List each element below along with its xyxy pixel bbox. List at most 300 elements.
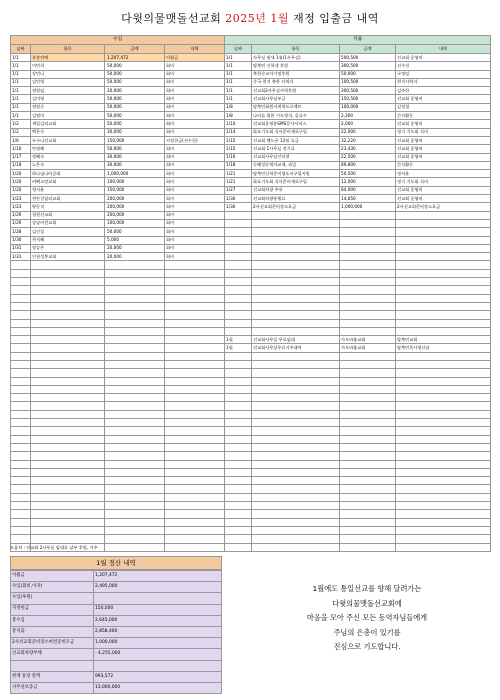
income-cell: 정원순 xyxy=(31,103,105,111)
table-row xyxy=(11,336,491,344)
income-cell: 회비 xyxy=(165,87,225,95)
expense-cell xyxy=(396,294,491,302)
income-cell xyxy=(31,352,105,360)
expense-column-header: 항목 xyxy=(252,45,340,54)
income-cell xyxy=(11,261,31,269)
expense-cell xyxy=(340,253,396,261)
income-cell: 1/1 xyxy=(11,54,31,62)
table-row xyxy=(11,170,491,178)
expense-cell xyxy=(252,219,340,227)
summary-row xyxy=(11,571,222,582)
expense-cell xyxy=(252,244,340,252)
expense-cell: 1/16 xyxy=(225,153,252,161)
expense-cell: 선교회2사무실사역후원 xyxy=(252,87,340,95)
expense-cell xyxy=(225,477,252,485)
income-cell: 1/28 xyxy=(11,228,31,236)
income-cell xyxy=(165,377,225,385)
expense-cell xyxy=(396,402,491,410)
summary-row xyxy=(11,660,222,671)
income-cell xyxy=(165,443,225,451)
income-cell xyxy=(165,286,225,294)
expense-cell xyxy=(340,543,396,551)
table-row xyxy=(11,344,491,352)
income-cell xyxy=(31,377,105,385)
expense-cell xyxy=(252,485,340,493)
income-cell: 1/23 xyxy=(11,195,31,203)
income-cell xyxy=(31,468,105,476)
income-cell xyxy=(31,311,105,319)
income-cell: 김영미 xyxy=(31,112,105,120)
expense-cell: 선교회 운영비 xyxy=(396,120,491,128)
income-cell xyxy=(11,502,31,510)
income-cell xyxy=(11,410,31,418)
expense-cell xyxy=(252,419,340,427)
table-row xyxy=(11,477,491,485)
income-cell: 1/18 xyxy=(11,161,31,169)
income-cell xyxy=(165,278,225,286)
expense-cell xyxy=(396,228,491,236)
expense-cell xyxy=(396,477,491,485)
expense-cell: 2,000 xyxy=(340,120,396,128)
expense-cell xyxy=(340,443,396,451)
expense-cell: 탈북민 신학생 후원 xyxy=(252,62,340,70)
expense-cell xyxy=(340,385,396,393)
income-cell xyxy=(11,385,31,393)
income-cell: 회비 xyxy=(165,236,225,244)
expense-cell xyxy=(225,244,252,252)
income-cell xyxy=(165,394,225,402)
summary-value: 2,858,400 xyxy=(94,626,222,637)
expense-cell: 50,000 xyxy=(340,70,396,78)
income-cell xyxy=(105,311,165,319)
expense-column-header: 금액 xyxy=(340,45,396,54)
income-cell: 50,000 xyxy=(105,78,165,86)
expense-cell xyxy=(396,510,491,518)
table-row xyxy=(11,294,491,302)
expense-cell xyxy=(340,327,396,335)
income-cell xyxy=(11,510,31,518)
income-cell xyxy=(11,278,31,286)
income-cell xyxy=(165,369,225,377)
expense-cell xyxy=(225,360,252,368)
income-cell xyxy=(11,419,31,427)
expense-cell xyxy=(396,311,491,319)
income-cell: 200,000 xyxy=(105,211,165,219)
expense-cell: 84,000 xyxy=(340,186,396,194)
income-cell xyxy=(105,477,165,485)
income-cell: 1/26 xyxy=(11,211,31,219)
income-cell xyxy=(11,402,31,410)
summary-label: 현재 통장 잔액 xyxy=(11,671,94,682)
expense-cell xyxy=(396,219,491,227)
income-cell: 50,000 xyxy=(105,112,165,120)
income-cell: 회비 xyxy=(165,112,225,120)
expense-cell: 선교회사무실무료거주대여 xyxy=(252,344,340,352)
expense-cell xyxy=(340,360,396,368)
expense-cell xyxy=(225,278,252,286)
income-cell: 1,000,000 xyxy=(105,170,165,178)
income-cell: 인천성봉교회 xyxy=(31,253,105,261)
income-cell xyxy=(11,460,31,468)
income-cell: 김민영 xyxy=(31,78,105,86)
income-cell xyxy=(105,402,165,410)
summary-label: 수입(후원) xyxy=(11,593,94,604)
summary-row xyxy=(11,671,222,682)
expense-cell xyxy=(252,294,340,302)
income-cell: 천지혜 xyxy=(31,236,105,244)
expense-cell xyxy=(340,228,396,236)
expense-cell: 1/10 xyxy=(225,120,252,128)
expense-cell xyxy=(252,460,340,468)
expense-cell xyxy=(396,302,491,310)
expense-cell xyxy=(396,269,491,277)
income-cell: 1/2 xyxy=(11,120,31,128)
income-cell xyxy=(165,468,225,476)
expense-cell xyxy=(340,211,396,219)
expense-cell xyxy=(340,510,396,518)
table-row xyxy=(11,410,491,418)
income-cell xyxy=(11,443,31,451)
expense-cell: 선교회 운영비 xyxy=(396,186,491,194)
income-cell: 50,000 xyxy=(105,70,165,78)
expense-cell xyxy=(340,236,396,244)
table-row xyxy=(11,319,491,327)
expense-cell xyxy=(252,211,340,219)
income-cell: 1/6 xyxy=(11,136,31,144)
income-cell xyxy=(165,419,225,427)
income-cell xyxy=(105,535,165,543)
income-cell: 회비 xyxy=(165,95,225,103)
income-cell xyxy=(11,269,31,277)
income-cell: 1/1 xyxy=(11,62,31,70)
title-suffix: 재정 입출금 내역 xyxy=(293,12,379,25)
table-row xyxy=(11,203,491,211)
income-cell xyxy=(11,394,31,402)
expense-cell xyxy=(396,394,491,402)
income-cell xyxy=(11,302,31,310)
table-row xyxy=(11,485,491,493)
expense-cell xyxy=(252,327,340,335)
summary-label: 2사선교회준비장소마련준비모금 xyxy=(11,638,94,649)
summary-value xyxy=(94,660,222,671)
message-line: 진심으로 기도합니다. xyxy=(333,642,401,651)
expense-cell xyxy=(252,352,340,360)
expense-cell: 선교회 운영비 xyxy=(396,95,491,103)
income-cell: 150,000 xyxy=(105,186,165,194)
expense-cell xyxy=(396,286,491,294)
income-cell: 1/20 xyxy=(11,178,31,186)
expense-cell xyxy=(225,452,252,460)
income-cell xyxy=(31,493,105,501)
message-line: 1월에도 통일선교를 향해 달려가는 xyxy=(312,584,422,593)
income-cell xyxy=(105,502,165,510)
expense-cell: 선교회차량 주유 xyxy=(252,186,340,194)
income-column-header: 날짜 xyxy=(11,45,31,54)
message-line: 마음을 모아 주신 모든 동역자님들에게 xyxy=(306,613,428,622)
income-cell xyxy=(105,385,165,393)
income-cell xyxy=(165,510,225,518)
expense-cell xyxy=(225,294,252,302)
income-cell: 50,000 xyxy=(105,95,165,103)
expense-cell xyxy=(340,286,396,294)
income-cell xyxy=(31,502,105,510)
expense-cell: 1/1 xyxy=(225,78,252,86)
expense-cell: 나라를 위한 기도정석, 음료수 xyxy=(252,112,340,120)
income-cell: 백은숙 xyxy=(31,128,105,136)
income-cell: 회비 xyxy=(165,70,225,78)
income-cell: 20,000 xyxy=(105,253,165,261)
income-cell xyxy=(31,302,105,310)
income-cell: 정원임 xyxy=(31,87,105,95)
table-row xyxy=(11,510,491,518)
expense-cell: 300,500 xyxy=(340,87,396,95)
summary-value: 1,207,472 xyxy=(94,571,222,582)
expense-cell xyxy=(252,278,340,286)
table-row xyxy=(11,419,491,427)
income-cell xyxy=(11,518,31,526)
expense-cell xyxy=(340,269,396,277)
income-cell: 100,000 xyxy=(105,219,165,227)
expense-cell xyxy=(340,535,396,543)
expense-cell: 1/27 xyxy=(225,186,252,194)
income-cell: 김미영 xyxy=(31,95,105,103)
expense-cell xyxy=(225,435,252,443)
income-cell xyxy=(31,286,105,294)
expense-cell xyxy=(396,410,491,418)
income-column-header: 금액 xyxy=(105,45,165,54)
income-cell xyxy=(165,452,225,460)
income-cell: 1/1 xyxy=(11,70,31,78)
income-cell xyxy=(31,477,105,485)
expense-cell xyxy=(396,244,491,252)
table-row xyxy=(11,352,491,360)
expense-cell xyxy=(396,278,491,286)
expense-cell xyxy=(340,435,396,443)
income-cell xyxy=(11,336,31,344)
expense-cell xyxy=(252,510,340,518)
income-cell: 회비 xyxy=(165,253,225,261)
expense-cell xyxy=(225,493,252,501)
income-cell: 청원선교회 xyxy=(31,211,105,219)
expense-cell xyxy=(340,419,396,427)
income-cell xyxy=(105,302,165,310)
expense-cell: 500,500 xyxy=(340,54,396,62)
income-cell xyxy=(11,344,31,352)
table-row xyxy=(11,526,491,534)
expense-cell: 1/30 xyxy=(225,203,252,211)
table-row xyxy=(11,186,491,194)
income-cell xyxy=(165,435,225,443)
thanks-message xyxy=(262,582,472,655)
income-cell xyxy=(31,319,105,327)
expense-cell xyxy=(396,435,491,443)
income-cell xyxy=(105,327,165,335)
expense-cell: 100,500 xyxy=(340,78,396,86)
income-cell xyxy=(165,319,225,327)
expense-cell xyxy=(396,211,491,219)
expense-cell xyxy=(252,302,340,310)
expense-cell: 선교회차량통행료 xyxy=(252,195,340,203)
income-cell: 강민나 xyxy=(31,70,105,78)
table-row xyxy=(11,219,491,227)
expense-cell: 중국 현지 북한 사역자 xyxy=(252,78,340,86)
summary-label: 총수입 xyxy=(11,615,94,626)
table-row xyxy=(11,95,491,103)
income-cell: 1,207,472 xyxy=(105,54,165,62)
expense-cell: 간식활동 xyxy=(396,161,491,169)
income-cell xyxy=(165,518,225,526)
expense-cell xyxy=(340,460,396,468)
expense-cell: 선수헌 xyxy=(396,62,491,70)
table-row xyxy=(11,435,491,443)
income-cell xyxy=(165,302,225,310)
expense-cell xyxy=(340,427,396,435)
summary-row xyxy=(11,615,222,626)
income-cell xyxy=(31,410,105,418)
income-cell: 회비 xyxy=(165,78,225,86)
income-cell: 천안갈릴리교회 xyxy=(31,195,105,203)
summary-value: 13,000,000 xyxy=(94,682,222,693)
expense-cell: 1/8 xyxy=(225,112,252,120)
income-cell: 1/20 xyxy=(11,170,31,178)
income-cell xyxy=(105,468,165,476)
expense-cell: 선교회 1사무실 전기료 xyxy=(252,145,340,153)
expense-cell xyxy=(340,477,396,485)
expense-cell xyxy=(225,302,252,310)
expense-cell xyxy=(396,360,491,368)
income-cell xyxy=(105,460,165,468)
expense-cell xyxy=(225,286,252,294)
expense-cell xyxy=(396,261,491,269)
income-cell xyxy=(11,493,31,501)
income-cell: 회비 xyxy=(165,170,225,178)
expense-cell xyxy=(340,410,396,418)
expense-cell xyxy=(225,510,252,518)
income-cell xyxy=(11,360,31,368)
expense-cell xyxy=(340,311,396,319)
expense-cell: 12,000 xyxy=(340,178,396,186)
expense-cell xyxy=(252,269,340,277)
expense-cell xyxy=(225,485,252,493)
expense-cell xyxy=(252,526,340,534)
summary-row xyxy=(11,626,222,637)
income-cell: 1/1 xyxy=(11,95,31,103)
income-cell xyxy=(165,402,225,410)
income-cell: 이민희 xyxy=(31,62,105,70)
income-cell: 회비 xyxy=(165,128,225,136)
summary-label: 이월금 xyxy=(11,571,94,582)
table-row xyxy=(11,178,491,186)
expense-cell xyxy=(225,319,252,327)
expense-cell: 22,500 xyxy=(340,153,396,161)
message-line: 다윗의물맷돌선교회에 xyxy=(332,598,402,608)
expense-cell xyxy=(252,360,340,368)
expense-cell xyxy=(396,377,491,385)
expense-cell xyxy=(252,402,340,410)
income-cell: 세입김리교회 xyxy=(31,120,105,128)
income-cell: 1/31 xyxy=(11,253,31,261)
expense-cell xyxy=(225,269,252,277)
summary-row xyxy=(11,604,222,615)
income-cell xyxy=(105,286,165,294)
expense-cell xyxy=(225,352,252,360)
expense-cell: 선교회사무실인터넷 xyxy=(252,153,340,161)
expense-cell xyxy=(396,443,491,451)
expense-cell xyxy=(252,493,340,501)
expense-cell xyxy=(252,443,340,451)
income-cell: 5,000 xyxy=(105,236,165,244)
expense-cell: 사도바울교회 xyxy=(340,336,396,344)
income-cell xyxy=(165,360,225,368)
expense-cell xyxy=(225,311,252,319)
expense-cell: 1월 xyxy=(225,336,252,344)
expense-cell xyxy=(396,502,491,510)
table-row xyxy=(11,70,491,78)
expense-cell xyxy=(340,377,396,385)
income-cell: 200,000 xyxy=(105,203,165,211)
table-row xyxy=(11,286,491,294)
expense-cell xyxy=(225,535,252,543)
expense-column-header: 날짜 xyxy=(225,45,252,54)
income-cell xyxy=(165,460,225,468)
expense-cell xyxy=(225,261,252,269)
expense-cell xyxy=(225,427,252,435)
income-cell: 50,000 xyxy=(105,62,165,70)
message-line: 주님의 은총이 있기를 xyxy=(333,627,401,637)
income-cell: 20,000 xyxy=(105,244,165,252)
expense-cell: 1/21 xyxy=(225,178,252,186)
expense-cell: 구정임 xyxy=(396,70,491,78)
expense-cell: 23,430 xyxy=(340,145,396,153)
expense-cell xyxy=(396,518,491,526)
table-row xyxy=(11,394,491,402)
summary-value: 1,000,000 xyxy=(94,638,222,649)
expense-cell xyxy=(252,427,340,435)
table-row xyxy=(11,120,491,128)
income-cell: 회비 xyxy=(165,203,225,211)
expense-cell xyxy=(340,493,396,501)
income-cell xyxy=(165,269,225,277)
expense-cell xyxy=(340,294,396,302)
expense-cell: 선교회 운영비 xyxy=(396,136,491,144)
income-cell xyxy=(165,410,225,418)
expense-cell xyxy=(340,244,396,252)
expense-cell xyxy=(396,385,491,393)
table-row xyxy=(11,269,491,277)
income-cell: 1/20 xyxy=(11,186,31,194)
income-cell xyxy=(165,543,225,551)
income-cell xyxy=(31,394,105,402)
expense-cell xyxy=(252,377,340,385)
expense-cell: 사도바울교회 xyxy=(340,344,396,352)
income-cell xyxy=(105,369,165,377)
income-cell xyxy=(105,518,165,526)
table-row xyxy=(11,228,491,236)
expense-cell: 사무실 월세 1월(1사무실) xyxy=(252,54,340,62)
income-cell xyxy=(105,352,165,360)
income-cell: 20,000 xyxy=(105,87,165,95)
income-cell: 1/31 xyxy=(11,244,31,252)
expense-cell xyxy=(252,286,340,294)
income-cell: 회비 xyxy=(165,186,225,194)
income-cell: 50,000 xyxy=(105,120,165,128)
income-cell: 30,000 xyxy=(105,153,165,161)
income-cell: 1/26 xyxy=(11,219,31,227)
table-row xyxy=(11,311,491,319)
table-row xyxy=(11,261,491,269)
expense-cell: 300,500 xyxy=(340,62,396,70)
summary-label: 총지출 xyxy=(11,626,94,637)
